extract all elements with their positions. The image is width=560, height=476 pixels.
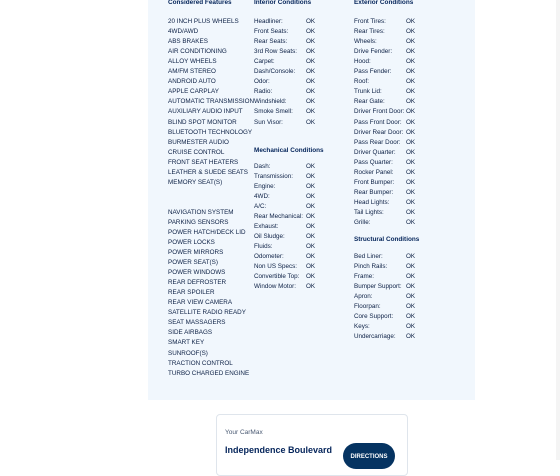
condition-row xyxy=(254,37,344,47)
condition-row xyxy=(354,262,444,272)
directions-button[interactable]: DIRECTIONS xyxy=(343,443,395,469)
condition-value: OK xyxy=(406,58,416,66)
mechanical-conditions-list xyxy=(254,162,344,293)
condition-label: Rear Mechanical: xyxy=(254,212,303,220)
condition-row xyxy=(254,67,344,77)
condition-row xyxy=(354,178,444,188)
condition-label: Smoke Smell: xyxy=(254,108,293,116)
condition-value: OK xyxy=(306,98,316,106)
condition-label: Dash/Console: xyxy=(254,68,296,76)
condition-row xyxy=(254,172,344,182)
condition-value: OK xyxy=(406,208,416,216)
condition-label: Front Tires: xyxy=(354,18,386,26)
condition-row xyxy=(354,218,444,228)
store-name[interactable]: Independence Boulevard xyxy=(225,445,333,455)
condition-row xyxy=(254,242,344,252)
feature-item: 20 INCH PLUS WHEELS xyxy=(168,18,239,26)
condition-row xyxy=(254,262,344,272)
condition-value: OK xyxy=(406,118,416,126)
feature-item: POWER WINDOWS xyxy=(168,269,226,277)
feature-item: REAR DEFROSTER xyxy=(168,279,227,287)
feature-item: AIR CONDITIONING xyxy=(168,48,227,56)
condition-value: OK xyxy=(406,98,416,106)
condition-row xyxy=(254,47,344,57)
feature-item: ANDROID AUTO xyxy=(168,78,216,86)
condition-value: OK xyxy=(306,202,316,210)
condition-row xyxy=(354,282,444,292)
condition-label: 4WD: xyxy=(254,192,270,200)
condition-value: OK xyxy=(306,263,316,271)
condition-label: Windshield: xyxy=(254,98,287,106)
condition-row xyxy=(254,232,344,242)
feature-item: AM/FM STEREO xyxy=(168,68,216,76)
exterior-conditions-list xyxy=(354,17,444,228)
condition-row xyxy=(354,138,444,148)
condition-row xyxy=(254,77,344,87)
condition-value: OK xyxy=(406,263,416,271)
condition-row xyxy=(354,292,444,302)
condition-row xyxy=(354,312,444,322)
condition-label: Engine: xyxy=(254,182,276,190)
condition-value: OK xyxy=(306,172,316,180)
your-carmax-label: Your CarMax xyxy=(225,429,263,436)
feature-item: ALLOY WHEELS xyxy=(168,58,217,66)
interior-heading: Interior Conditions xyxy=(254,0,312,6)
structural-conditions-list xyxy=(354,252,444,342)
feature-item: ABS BRAKES xyxy=(168,38,208,46)
condition-row xyxy=(354,17,444,27)
condition-label: Tail Lights: xyxy=(354,208,384,216)
feature-item: SATELLITE RADIO READY xyxy=(168,309,246,317)
condition-label: Pass Fender: xyxy=(354,68,392,76)
condition-row xyxy=(354,332,444,342)
condition-row xyxy=(254,282,344,292)
condition-value: OK xyxy=(406,253,416,261)
condition-value: OK xyxy=(306,273,316,281)
condition-value: OK xyxy=(406,303,416,311)
condition-label: Keys: xyxy=(354,323,370,331)
condition-value: OK xyxy=(306,283,316,291)
condition-label: Pinch Rails: xyxy=(354,263,388,271)
condition-label: Floorpan: xyxy=(354,303,381,311)
condition-label: 3rd Row Seats: xyxy=(254,48,298,56)
condition-label: Exhaust: xyxy=(254,222,279,230)
condition-value: OK xyxy=(306,18,316,26)
feature-item: LEATHER & SUEDE SEATS xyxy=(168,168,248,176)
condition-label: Rocker Panel: xyxy=(354,168,394,176)
condition-value: OK xyxy=(406,38,416,46)
condition-value: OK xyxy=(306,192,316,200)
condition-label: Sun Visor: xyxy=(254,118,283,126)
condition-label: Bumper Support: xyxy=(354,283,402,291)
condition-value: OK xyxy=(306,162,316,170)
feature-item: AUXILIARY AUDIO INPUT xyxy=(168,108,243,116)
condition-label: Convertible Top: xyxy=(254,273,300,281)
feature-item: 4WD/AWD xyxy=(168,28,199,36)
condition-value: OK xyxy=(406,178,416,186)
condition-row xyxy=(354,37,444,47)
condition-value: OK xyxy=(406,283,416,291)
condition-value: OK xyxy=(306,108,316,116)
condition-value: OK xyxy=(406,188,416,196)
features-list-b xyxy=(168,208,254,379)
condition-label: Carpet: xyxy=(254,58,275,66)
feature-item: PARKING SENSORS xyxy=(168,218,229,226)
condition-label: Odor: xyxy=(254,78,270,86)
condition-row xyxy=(354,118,444,128)
condition-row xyxy=(254,272,344,282)
condition-row xyxy=(354,208,444,218)
feature-item: SMART KEY xyxy=(168,339,205,347)
condition-value: OK xyxy=(406,148,416,156)
exterior-structural-column xyxy=(354,0,444,343)
feature-item: REAR SPOILER xyxy=(168,289,215,297)
condition-row xyxy=(354,87,444,97)
condition-value: OK xyxy=(406,313,416,321)
feature-item: NAVIGATION SYSTEM xyxy=(168,208,234,216)
store-card xyxy=(216,414,408,476)
condition-row xyxy=(354,252,444,262)
condition-label: Undercarriage: xyxy=(354,333,396,341)
condition-label: Frame: xyxy=(354,273,374,281)
condition-row xyxy=(354,67,444,77)
feature-item: AUTOMATIC TRANSMISSION xyxy=(168,98,255,106)
condition-value: OK xyxy=(406,28,416,36)
condition-label: Driver Front Door: xyxy=(354,108,405,116)
condition-value: OK xyxy=(306,253,316,261)
condition-label: Transmission: xyxy=(254,172,293,180)
condition-label: Oil Sludge: xyxy=(254,232,285,240)
condition-row xyxy=(354,107,444,117)
condition-label: Roof: xyxy=(354,78,370,86)
condition-label: Head Lights: xyxy=(354,198,390,206)
condition-row xyxy=(254,252,344,262)
condition-value: OK xyxy=(406,18,416,26)
condition-label: Core Support: xyxy=(354,313,394,321)
condition-label: Front Seats: xyxy=(254,28,289,36)
condition-row xyxy=(354,77,444,87)
condition-value: OK xyxy=(406,168,416,176)
condition-value: OK xyxy=(306,232,316,240)
features-list-a xyxy=(168,17,254,188)
condition-row xyxy=(254,182,344,192)
condition-label: Headliner: xyxy=(254,18,283,26)
condition-value: OK xyxy=(406,138,416,146)
condition-label: Rear Gate: xyxy=(354,98,385,106)
condition-label: Odometer: xyxy=(254,253,284,261)
condition-label: Grille: xyxy=(354,218,371,226)
condition-row xyxy=(254,107,344,117)
feature-item: SIDE AIRBAGS xyxy=(168,329,213,337)
condition-value: OK xyxy=(406,198,416,206)
condition-row xyxy=(354,272,444,282)
condition-row xyxy=(354,168,444,178)
condition-value: OK xyxy=(406,273,416,281)
features-column xyxy=(168,0,254,379)
condition-label: Pass Rear Door: xyxy=(354,138,401,146)
condition-row xyxy=(254,202,344,212)
feature-item: APPLE CARPLAY xyxy=(168,88,219,96)
feature-item: POWER MIRRORS xyxy=(168,249,224,257)
feature-item: TURBO CHARGED ENGINE xyxy=(168,369,250,377)
condition-label: Radio: xyxy=(254,88,273,96)
condition-value: OK xyxy=(306,78,316,86)
condition-row xyxy=(254,17,344,27)
condition-label: Driver Quarter: xyxy=(354,148,396,156)
condition-label: A/C: xyxy=(254,202,267,210)
condition-label: Rear Seats: xyxy=(254,38,288,46)
condition-value: OK xyxy=(306,118,316,126)
condition-value: OK xyxy=(406,323,416,331)
condition-value: OK xyxy=(406,48,416,56)
condition-row xyxy=(254,87,344,97)
condition-row xyxy=(254,57,344,67)
condition-value: OK xyxy=(406,78,416,86)
feature-item: CRUISE CONTROL xyxy=(168,148,225,156)
interior-mechanical-column xyxy=(254,0,344,292)
condition-label: Rear Bumper: xyxy=(354,188,394,196)
condition-label: Driver Rear Door: xyxy=(354,128,404,136)
condition-value: OK xyxy=(406,68,416,76)
condition-label: Hood: xyxy=(354,58,371,66)
condition-value: OK xyxy=(406,108,416,116)
interior-conditions-list xyxy=(254,17,344,128)
feature-item: BURMESTER AUDIO xyxy=(168,138,229,146)
condition-value: OK xyxy=(306,212,316,220)
condition-value: OK xyxy=(306,68,316,76)
condition-row xyxy=(354,128,444,138)
condition-row xyxy=(254,162,344,172)
condition-row xyxy=(354,148,444,158)
condition-row xyxy=(254,27,344,37)
feature-item: REAR VIEW CAMERA xyxy=(168,299,233,307)
feature-item: POWER SEAT(S) xyxy=(168,259,218,267)
feature-item: POWER LOCKS xyxy=(168,238,215,246)
condition-row xyxy=(354,188,444,198)
structural-heading: Structural Conditions xyxy=(354,236,420,244)
condition-label: Pass Quarter: xyxy=(354,158,393,166)
condition-value: OK xyxy=(306,182,316,190)
condition-value: OK xyxy=(306,88,316,96)
condition-row xyxy=(254,212,344,222)
condition-label: Rear Tires: xyxy=(354,28,385,36)
feature-item: SEAT MASSAGERS xyxy=(168,319,226,327)
condition-label: Window Motor: xyxy=(254,283,296,291)
condition-label: Bed Liner: xyxy=(354,253,383,261)
condition-value: OK xyxy=(406,218,416,226)
condition-value: OK xyxy=(406,88,416,96)
condition-row xyxy=(254,222,344,232)
condition-label: Trunk Lid: xyxy=(354,88,382,96)
condition-value: OK xyxy=(406,333,416,341)
condition-row xyxy=(354,57,444,67)
condition-row xyxy=(354,322,444,332)
feature-item: TRACTION CONTROL xyxy=(168,359,233,367)
condition-label: Dash: xyxy=(254,162,271,170)
feature-item: MEMORY SEAT(S) xyxy=(168,178,223,186)
condition-value: OK xyxy=(406,158,416,166)
condition-value: OK xyxy=(306,58,316,66)
feature-item: BLUETOOTH TECHNOLOGY xyxy=(168,128,253,136)
condition-value: OK xyxy=(306,242,316,250)
condition-value: OK xyxy=(406,128,416,136)
mechanical-heading: Mechanical Conditions xyxy=(254,146,324,154)
condition-label: Wheels: xyxy=(354,38,377,46)
condition-label: Front Bumper: xyxy=(354,178,395,186)
condition-row xyxy=(354,47,444,57)
condition-label: Apron: xyxy=(354,293,373,301)
condition-value: OK xyxy=(306,48,316,56)
condition-row xyxy=(354,302,444,312)
condition-label: Non US Specs: xyxy=(254,263,298,271)
feature-item: POWER HATCH/DECK LID xyxy=(168,228,246,236)
condition-label: Drive Fender: xyxy=(354,48,393,56)
feature-item: SUNROOF(S) xyxy=(168,349,208,357)
condition-row xyxy=(254,97,344,107)
condition-value: OK xyxy=(306,28,316,36)
features-heading: Considered Features xyxy=(168,0,232,6)
condition-label: Fluids: xyxy=(254,242,273,250)
condition-row xyxy=(254,118,344,128)
condition-value: OK xyxy=(406,293,416,301)
feature-item: BLIND SPOT MONITOR xyxy=(168,118,237,126)
page-scrollbar[interactable] xyxy=(556,0,560,460)
condition-row xyxy=(354,198,444,208)
condition-label: Pass Front Door: xyxy=(354,118,402,126)
feature-item: FRONT SEAT HEATERS xyxy=(168,158,239,166)
condition-value: OK xyxy=(306,38,316,46)
exterior-heading: Exterior Conditions xyxy=(354,0,414,6)
condition-value: OK xyxy=(306,222,316,230)
condition-row xyxy=(354,158,444,168)
condition-row xyxy=(254,192,344,202)
condition-row xyxy=(354,97,444,107)
condition-row xyxy=(354,27,444,37)
